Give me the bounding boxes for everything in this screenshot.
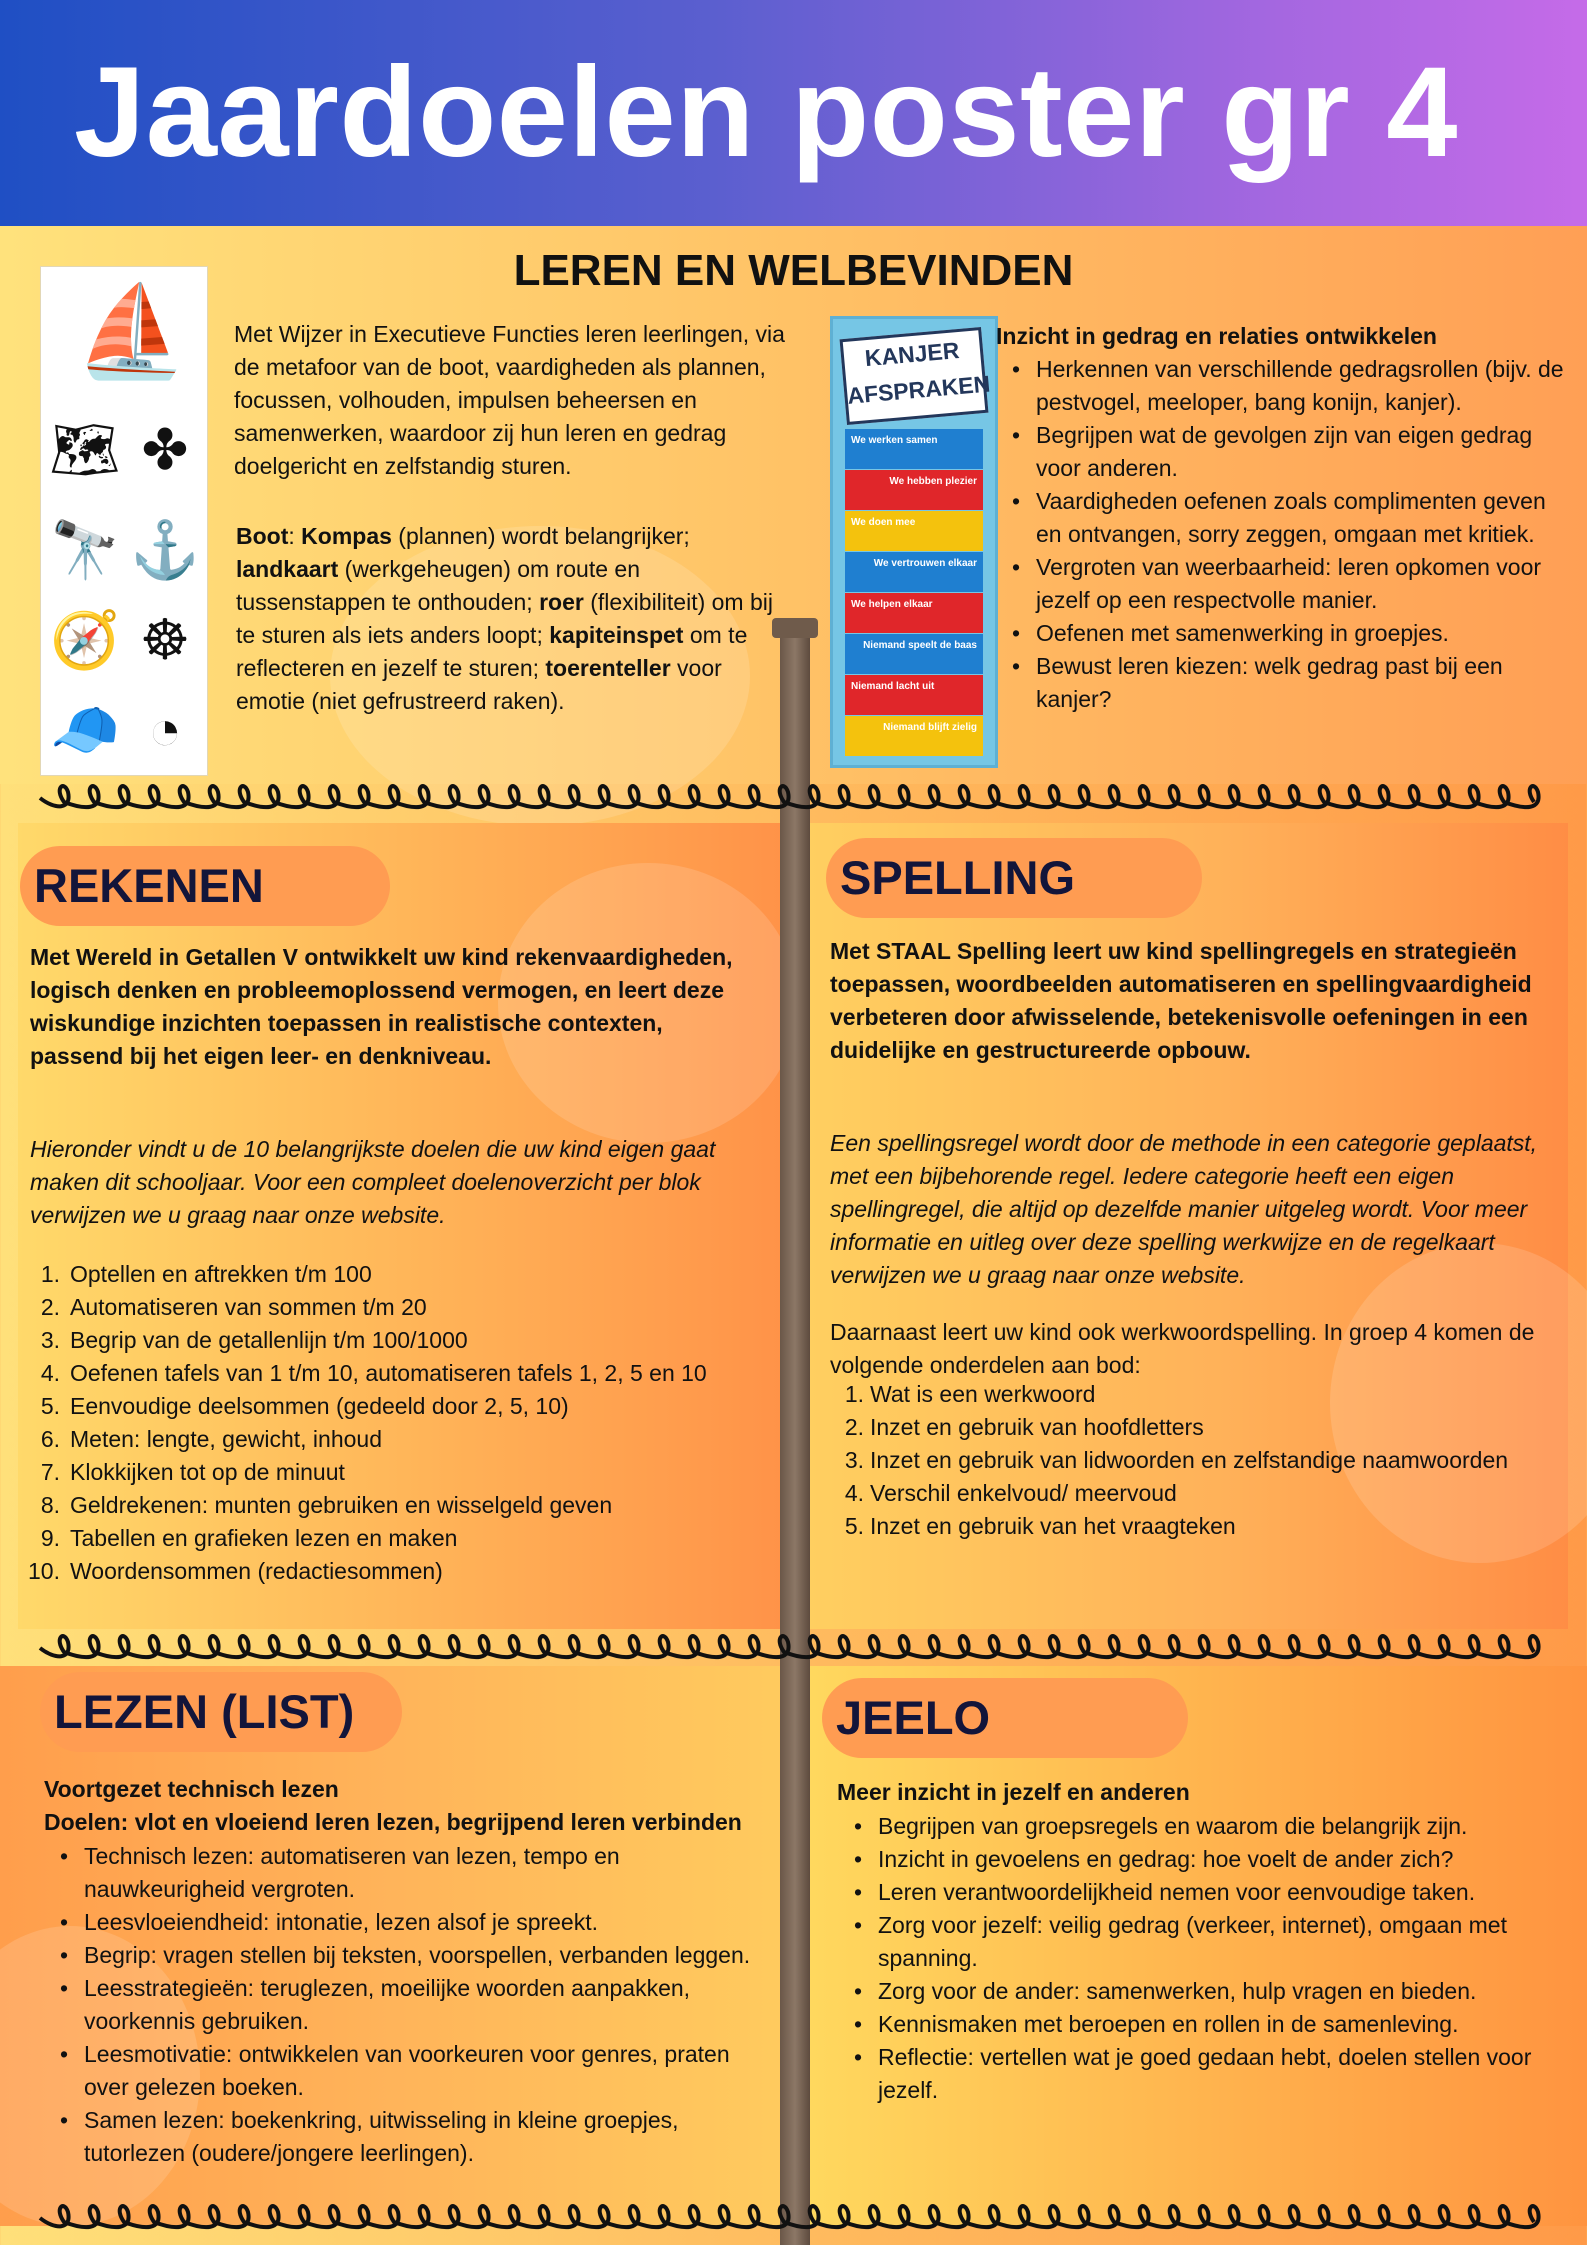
boot-term-description: (werkgeheugen) om route en tussenstappen te onthouden; [236, 556, 640, 615]
propeller-icon: ✤ [141, 418, 189, 481]
rekenen-goal-text: Klokkijken tot op de minuut [70, 1459, 345, 1485]
lezen-item: • Leesmotivatie: ontwikkelen van voorkeuren voor genres, praten over gelezen boeken. [44, 2038, 764, 2104]
kanjer-band-label: We vertrouwen elkaar [873, 558, 977, 569]
list-number: 6. [40, 1426, 60, 1452]
list-number: 9. [40, 1525, 60, 1551]
jeelo-heading-pill [822, 1678, 1188, 1758]
rekenen-goal-text: Eenvoudige deelsommen (gedeeld door 2, 5, 10) [70, 1393, 569, 1419]
boot-term: roer [539, 589, 584, 615]
jeelo-item: • Reflectie: vertellen wat je goed gedaan hebt, doelen stellen voor jezelf. [838, 2041, 1558, 2107]
inzicht-item: • Begrijpen wat de gevolgen zijn van eigen gedrag voor anderen. [996, 419, 1566, 485]
squiggle-divider [0, 2196, 1587, 2240]
rekenen-goal-text: Automatiseren van sommen t/m 20 [70, 1294, 427, 1320]
spelling-list [830, 1378, 1570, 1543]
rekenen-goal-text: Optellen en aftrekken t/m 100 [70, 1261, 372, 1287]
lezen-item: • Begrip: vragen stellen bij teksten, voorspellen, verbanden leggen. [44, 1939, 764, 1972]
kanjer-band [845, 593, 983, 633]
captain-hat-icon: 🧢 [50, 698, 120, 761]
jeelo-item: • Begrijpen van groepsregels en waarom die belangrijk zijn. [838, 1810, 1558, 1843]
list-number: 3. [844, 1447, 864, 1473]
spelling-item-text: Inzet en gebruik van lidwoorden en zelfstandige naamwoorden [870, 1447, 1509, 1473]
lezen-item: • Leesstrategieën: teruglezen, moeilijke woorden aanpakken, voorkennis gebruiken. [44, 1972, 764, 2038]
list-number: 5. [40, 1393, 60, 1419]
lezen-item: • Leesvloeiendheid: intonatie, lezen alsof je spreekt. [44, 1906, 764, 1939]
list-number: 4. [844, 1480, 864, 1506]
lezen-title: LEZEN (LIST) [54, 1685, 355, 1738]
kanjer-band [845, 552, 983, 592]
rekenen-goals [16, 1258, 776, 1588]
rekenen-goal-text: Tabellen en grafieken lezen en maken [70, 1525, 458, 1551]
rekenen-goal [16, 1489, 776, 1522]
ship-icon: ⛵ [75, 282, 188, 382]
lezen-item: • Samen lezen: boekenkring, uitwisseling in kleine groepjes, tutorlezen (oudere/jongere leerlingen). [44, 2104, 764, 2170]
boot-term-description: : [288, 523, 302, 549]
kanjer-sign-line2: AFSPRAKEN [846, 370, 992, 409]
inzicht-item: • Oefenen met samenwerking in groepjes. [996, 617, 1566, 650]
lezen-item: • Technisch lezen: automatiseren van lezen, tempo en nauwkeurigheid vergroten. [44, 1840, 764, 1906]
jeelo-item: • Kennismaken met beroepen en rollen in de samenleving. [838, 2008, 1558, 2041]
spelling-item-text: Inzet en gebruik van het vraagteken [870, 1513, 1236, 1539]
boot-term-description: (plannen) wordt belangrijker; [391, 523, 690, 549]
rekenen-goal-text: Geldrekenen: munten gebruiken en wisselgeld geven [70, 1492, 613, 1518]
kanjer-band [845, 470, 983, 510]
jeelo-item: • Zorg voor jezelf: veilig gedrag (verkeer, internet), omgaan met spanning. [838, 1909, 1558, 1975]
rekenen-goal [16, 1291, 776, 1324]
gauge-icon: ◔ [148, 698, 182, 761]
spelling-title: SPELLING [840, 851, 1076, 904]
leren-intro: Met Wijzer in Executieve Functies leren leerlingen, via de metafoor van de boot, vaardigheden als plannen, focussen, volhouden, impulsen beheersen en samenwerken, waardoor zij hun leren en gedrag doelgericht en zelfstandig sturen. [234, 321, 785, 479]
boat-metaphor-image [40, 266, 208, 776]
list-number: 7. [40, 1459, 60, 1485]
list-number: 3. [40, 1327, 60, 1353]
kanjer-band-label: Niemand speelt de baas [863, 640, 977, 651]
spelling-item [830, 1444, 1570, 1477]
jeelo-title: JEELO [836, 1691, 991, 1744]
rekenen-goal-text: Oefenen tafels van 1 t/m 10, automatiseren tafels 1, 2, 5 en 10 [70, 1360, 707, 1386]
squiggle-divider [0, 776, 1587, 820]
jeelo-item: • Inzicht in gevoelens en gedrag: hoe voelt de ander zich? [838, 1843, 1558, 1876]
list-number: 4. [40, 1360, 60, 1386]
list-number: 5. [844, 1513, 864, 1539]
compass-icon: 🧭 [50, 608, 120, 671]
spelling-werkwoord: Daarnaast leert uw kind ook werkwoordspelling. In groep 4 komen de volgende onderdelen aan bod: [830, 1319, 1535, 1378]
rekenen-goals-list [16, 1258, 776, 1588]
telescope-icon: 🔭 [50, 518, 120, 581]
rekenen-note: Hieronder vindt u de 10 belangrijkste doelen die uw kind eigen gaat maken dit schooljaar. Voor een compleet doelenoverzicht per blok verwijzen we u graag naar onze website. [30, 1136, 716, 1228]
kanjer-band [845, 634, 983, 674]
spelling-note: Een spellingsregel wordt door de methode in een categorie geplaatst, met een bijbehorende regel. Iedere categorie heeft een eigen spellingregel, die altijd op dezelfde manier uitgeleg wordt. Voor meer informatie en uitleg over deze spelling werkwijze en de regelkaart verwijzen we u graag naar onze website. [830, 1130, 1538, 1288]
lezen-subtitle: Voortgezet technisch lezen [44, 1776, 339, 1802]
spelling-item [830, 1411, 1570, 1444]
list-number: 1. [40, 1261, 60, 1287]
spelling-item-text: Wat is een werkwoord [870, 1381, 1096, 1407]
rekenen-goal [16, 1456, 776, 1489]
jeelo-items [838, 1810, 1558, 2107]
kanjer-sign-line1: KANJER [863, 337, 961, 372]
spelling-item [830, 1477, 1570, 1510]
inzicht-title: Inzicht in gedrag en relaties ontwikkelen [996, 323, 1437, 349]
inzicht-item: • Vaardigheden oefenen zoals complimenten geven en ontvangen, sorry zeggen, omgaan met kritiek. [996, 485, 1566, 551]
list-number: 8. [40, 1492, 60, 1518]
rekenen-goal [16, 1522, 776, 1555]
leren-title: LEREN EN WELBEVINDEN [513, 246, 1074, 295]
rekenen-goal [16, 1555, 776, 1588]
rekenen-intro: Met Wereld in Getallen V ontwikkelt uw kind rekenvaardigheden, logisch denken en probleemoplossend vermogen, en leert deze wiskundige inzichten toepassen in realistische contexten, passend bij het eigen leer- en denkniveau. [30, 944, 733, 1069]
jeelo-subtitle: Meer inzicht in jezelf en anderen [837, 1779, 1190, 1805]
kanjer-band [845, 429, 983, 469]
jeelo-item: • Zorg voor de ander: samenwerken, hulp vragen en bieden. [838, 1975, 1558, 2008]
boot-term: kapiteinspet [549, 622, 684, 648]
spelling-items [830, 1378, 1570, 1543]
kanjer-band-label: We werken samen [851, 435, 938, 446]
rekenen-goal-text: Woordensommen (redactiesommen) [70, 1558, 443, 1584]
boot-term-description: voor emotie (niet gefrustreerd raken). [236, 655, 722, 714]
kanjer-band-label: We hebben plezier [889, 476, 977, 487]
inzicht-item: • Herkennen van verschillende gedragsrollen (bijv. de pestvogel, meeloper, bang konijn, kanjer). [996, 353, 1566, 419]
spelling-item [830, 1510, 1570, 1543]
jeelo-list [838, 1810, 1558, 2107]
center-divider-top [772, 618, 818, 638]
rekenen-goal [16, 1258, 776, 1291]
lezen-goals-title: Doelen: vlot en vloeiend leren lezen, begrijpend leren verbinden [44, 1809, 742, 1835]
rekenen-title: REKENEN [34, 859, 264, 912]
squiggle-divider [0, 1626, 1587, 1670]
boot-description [236, 520, 776, 718]
inzicht-list [996, 353, 1566, 716]
boot-term: Boot [236, 523, 289, 549]
rekenen-goal [16, 1324, 776, 1357]
rekenen-goal-text: Begrip van de getallenlijn t/m 100/1000 [70, 1327, 468, 1353]
boot-term-description: om te reflecteren en jezelf te sturen; [236, 622, 748, 681]
jeelo-item: • Leren verantwoordelijkheid nemen voor eenvoudige taken. [838, 1876, 1558, 1909]
kanjer-afspraken-image [830, 316, 998, 768]
inzicht-item: • Bewust leren kiezen: welk gedrag past bij een kanjer? [996, 650, 1566, 716]
boot-term: Kompas [301, 523, 392, 549]
inzicht-block [996, 320, 1566, 716]
list-number: 1. [844, 1381, 864, 1407]
anchor-icon: ⚓ [130, 518, 200, 581]
spelling-item [830, 1378, 1570, 1411]
kanjer-sign [840, 327, 992, 425]
boot-term: landkaart [236, 556, 339, 582]
center-divider-trunk [780, 618, 810, 2245]
list-number: 2. [40, 1294, 60, 1320]
rekenen-goal-text: Meten: lengte, gewicht, inhoud [70, 1426, 382, 1452]
kanjer-band [845, 511, 983, 551]
kanjer-band-label: Niemand lacht uit [851, 681, 935, 692]
rekenen-goal [16, 1390, 776, 1423]
kanjer-band-label: We helpen elkaar [851, 599, 933, 610]
rekenen-heading-pill [20, 846, 390, 926]
boot-term-description: (flexibiliteit) om bij te sturen als iets anders loopt; [236, 589, 773, 648]
poster-title: Jaardoelen poster gr 4 [74, 41, 1458, 184]
inzicht-item: • Vergroten van weerbaarheid: leren opkomen voor jezelf op een respectvolle manier. [996, 551, 1566, 617]
map-icon: 🗺 [49, 418, 121, 481]
spelling-intro: Met STAAL Spelling leert uw kind spellingregels en strategieën toepassen, woordbeelden automatiseren en spellingvaardigheid verbeteren door afwisselende, betekenisvolle oefeningen in een duidelijke en gestructureerde opbouw. [830, 938, 1532, 1063]
spelling-heading-pill [826, 838, 1202, 918]
kanjer-band-label: Niemand blijft zielig [883, 722, 977, 733]
list-number: 10. [28, 1558, 60, 1584]
spelling-item-text: Inzet en gebruik van hoofdletters [870, 1414, 1204, 1440]
poster-header [0, 0, 1587, 226]
lezen-list [44, 1840, 764, 2170]
wheel-icon: ☸ [139, 608, 191, 671]
kanjer-band [845, 716, 983, 756]
rekenen-goal [16, 1357, 776, 1390]
lezen-items [44, 1840, 764, 2170]
kanjer-band-label: We doen mee [851, 517, 916, 528]
kanjer-band [845, 675, 983, 715]
rekenen-goal [16, 1423, 776, 1456]
lezen-heading-pill [40, 1672, 402, 1752]
list-number: 2. [844, 1414, 864, 1440]
spelling-item-text: Verschil enkelvoud/ meervoud [870, 1480, 1177, 1506]
boot-term: toerenteller [545, 655, 671, 681]
